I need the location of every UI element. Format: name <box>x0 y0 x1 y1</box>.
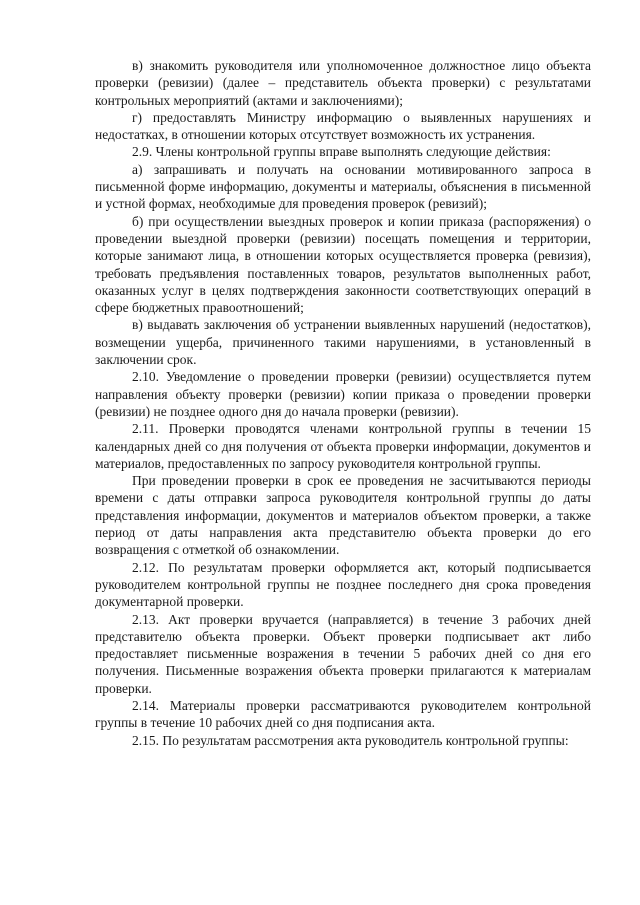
paragraph-2-14: 2.14. Материалы проверки рассматриваются руководителем контрольной группы в течение 10 рабочих дней со дня подписания акта. <box>95 697 591 731</box>
paragraph-excluded-periods: При проведении проверки в срок ее проведения не засчитываются периоды времени с даты отправки запроса руководителя контрольной группы до даты представления информации, документов и материалов объектом проверки, а также период от даты направления акта представителю объекта проверки до его возвращения с отметкой об ознакомлении. <box>95 473 591 558</box>
paragraph-item-g-inform-minister: г) предоставлять Министру информацию о выявленных нарушениях и недостатках, в отношении которых отсутствует возможность их устранения. <box>95 109 591 143</box>
paragraph-2-15: 2.15. По результатам рассмотрения акта руководитель контрольной группы: <box>132 732 569 748</box>
paragraph-2-9: 2.9. Члены контрольной группы вправе выполнять следующие действия: <box>132 144 551 160</box>
paragraph-2-12: 2.12. По результатам проверки оформляется акт, который подписывается руководителем контрольной группы не позднее последнего дня срока проведения документарной проверки. <box>95 559 591 610</box>
paragraph-2-10: 2.10. Уведомление о проведении проверки (ревизии) осуществляется путем направления объекту проверки (ревизии) копии приказа о проведении проверки (ревизии) не позднее одного дня до начала проверки (ревизии). <box>95 369 591 419</box>
paragraph-item-v-familiarize: в) знакомить руководителя или уполномоченное должностное лицо объекта проверки (ревизии) (далее – представитель объекта проверки) с результатами контрольных мероприятий (актами и заключениями); <box>95 58 591 108</box>
document-page <box>95 57 591 749</box>
paragraph-item-a-request: а) запрашивать и получать на основании мотивированного запроса в письменной форме информацию, документы и материалы, объяснения в письменной и устной формах, необходимые для проведения проверок (ревизий); <box>95 161 591 212</box>
paragraph-2-13: 2.13. Акт проверки вручается (направляется) в течение 3 рабочих дней представителю объекта проверки. Объект проверки подписывает акт либо предоставляет письменные возражения в течении 5 рабочих дней со дня его получения. Письменные возражения объекта проверки прилагаются к материалам проверки. <box>95 611 591 696</box>
paragraph-item-b-site-visits: б) при осуществлении выездных проверок и копии приказа (распоряжения) о проведении выездной проверки (ревизии) посещать помещения и территории, которые занимают лица, в отношении которых осуществляется проверка (ревизия), требовать предъявления поставленных товаров, результатов выполненных работ, оказанных услуг в целях подтверждения законности соответствующих операций в сфере бюджетных правоотношений; <box>95 213 591 316</box>
paragraph-2-11: 2.11. Проверки проводятся членами контрольной группы в течении 15 календарных дней со дня получения от объекта проверки информации, документов и материалов, предоставленных по запросу руководителя контрольной группы. <box>95 421 591 471</box>
paragraph-item-v-conclusions: в) выдавать заключения об устранении выявленных нарушений (недостатков), возмещении ущерба, причиненного такими нарушениями, в установленный в заключении срок. <box>95 317 591 368</box>
